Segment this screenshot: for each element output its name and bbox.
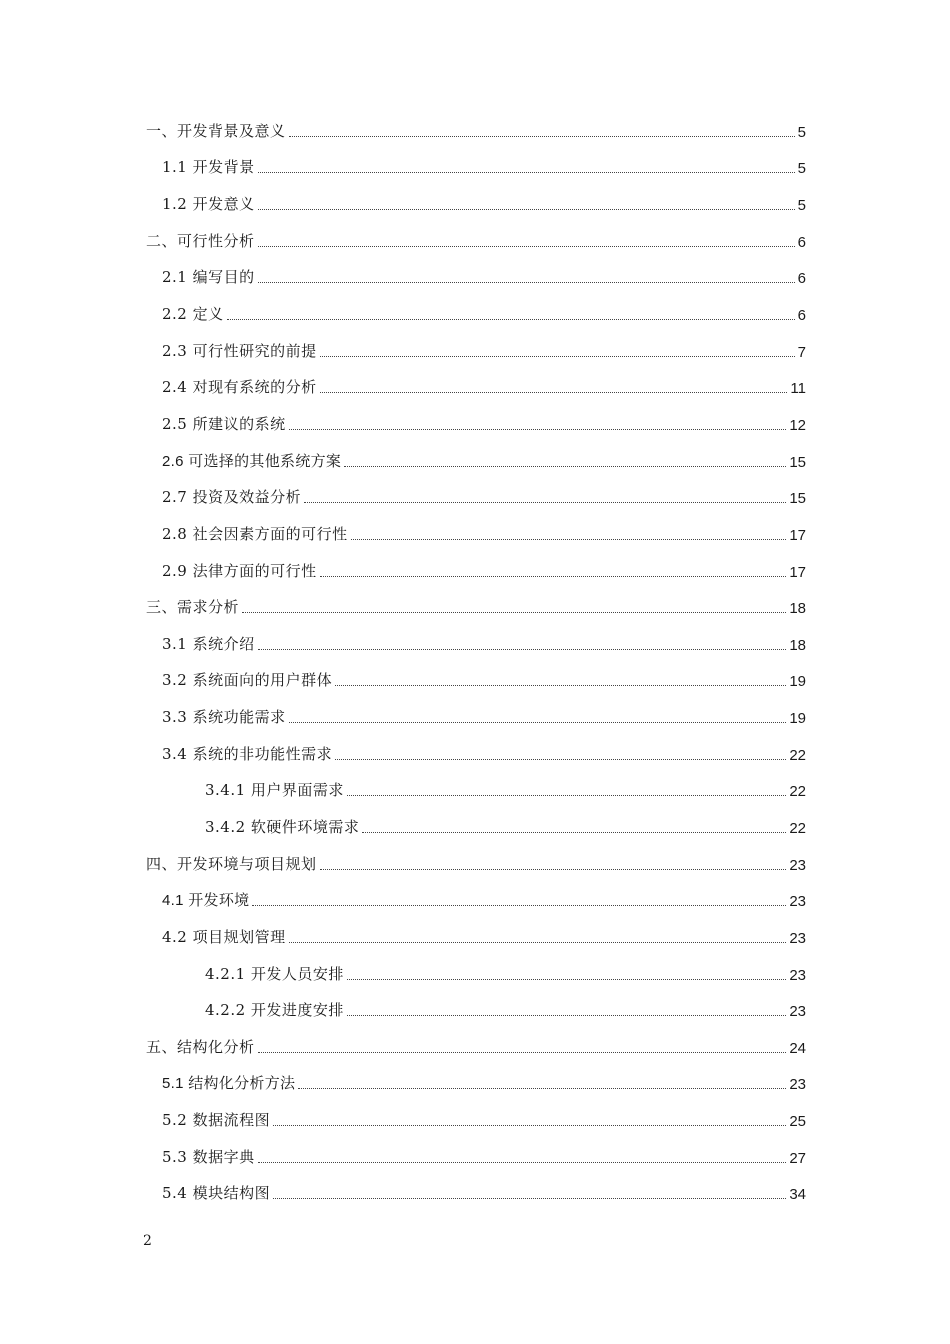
toc-entry-title: 3.4.2 软硬件环境需求	[205, 817, 360, 836]
toc-dot-leader	[298, 1087, 786, 1089]
toc-entry-page: 23	[789, 1076, 806, 1094]
toc-entry-inner	[205, 779, 950, 800]
toc-dot-leader	[335, 758, 786, 760]
toc-entry-page: 22	[789, 783, 806, 801]
toc-dot-leader	[289, 135, 795, 137]
toc-entry[interactable]	[0, 1175, 950, 1212]
toc-entry-page: 17	[789, 526, 806, 544]
toc-entry[interactable]	[0, 735, 950, 772]
toc-entry-inner	[162, 1109, 950, 1130]
toc-entry-title: 五、结构化分析	[146, 1037, 255, 1056]
toc-dot-leader	[258, 171, 795, 173]
toc-entry[interactable]	[0, 588, 950, 625]
toc-dot-leader	[347, 794, 786, 796]
toc-entry-inner	[162, 303, 950, 324]
toc-entry-inner	[146, 230, 950, 251]
toc-entry[interactable]	[0, 515, 950, 552]
toc-dot-leader	[273, 1197, 786, 1199]
toc-dot-leader	[320, 391, 788, 393]
toc-entry-title: 3.2 系统面向的用户群体	[162, 671, 333, 690]
toc-entry-page: 15	[789, 490, 806, 508]
toc-entry-inner	[162, 486, 950, 507]
toc-entry-inner	[162, 376, 950, 397]
toc-entry[interactable]	[0, 368, 950, 405]
toc-dot-leader	[258, 208, 795, 210]
toc-dot-leader	[227, 318, 795, 320]
toc-entry[interactable]	[0, 442, 950, 479]
toc-dot-leader	[320, 355, 795, 357]
toc-entry-page: 22	[789, 819, 806, 837]
toc-dot-leader	[258, 648, 787, 650]
toc-entry-title: 5.2 数据流程图	[162, 1111, 271, 1130]
toc-entry-inner	[162, 193, 950, 214]
toc-entry-inner	[162, 450, 950, 471]
toc-entry[interactable]	[0, 478, 950, 515]
toc-entry[interactable]	[0, 405, 950, 442]
toc-entry[interactable]	[0, 332, 950, 369]
toc-entry-page: 25	[789, 1113, 806, 1131]
toc-entry-page: 22	[789, 746, 806, 764]
toc-entry-inner	[162, 743, 950, 764]
toc-entry-page: 12	[789, 416, 806, 434]
toc-dot-leader	[347, 1014, 786, 1016]
toc-entry-page: 11	[790, 380, 806, 398]
toc-entry[interactable]	[0, 881, 950, 918]
toc-entry-title: 2.7 投资及效益分析	[162, 488, 302, 507]
toc-entry-page: 6	[797, 233, 806, 251]
toc-entry-inner	[146, 596, 950, 617]
toc-entry-title: 1.1 开发背景	[162, 158, 255, 177]
toc-entry[interactable]	[0, 808, 950, 845]
toc-dot-leader	[344, 465, 786, 467]
toc-entry-inner	[162, 413, 950, 434]
toc-entry-page: 27	[789, 1149, 806, 1167]
toc-entry[interactable]	[0, 845, 950, 882]
toc-entry-inner	[205, 816, 950, 837]
toc-entry[interactable]	[0, 662, 950, 699]
toc-entry-inner	[162, 340, 950, 361]
toc-entry-inner	[162, 156, 950, 177]
toc-entry-page: 15	[789, 453, 806, 471]
toc-entry-title: 4.2.1 开发人员安排	[205, 964, 344, 983]
toc-entry[interactable]	[0, 955, 950, 992]
toc-entry-inner	[162, 669, 950, 690]
toc-entry-title: 4.2.2 开发进度安排	[205, 1001, 344, 1020]
toc-entry-title: 三、需求分析	[146, 598, 240, 617]
toc-entry-page: 18	[789, 600, 806, 618]
toc-entry-page: 5	[797, 160, 806, 178]
toc-entry-title: 2.1 编写目的	[162, 268, 255, 287]
toc-entry-inner	[205, 963, 950, 984]
toc-entry-page: 6	[797, 307, 806, 325]
toc-entry[interactable]	[0, 149, 950, 186]
toc-dot-leader	[335, 684, 786, 686]
toc-entry-title: 2.6 可选择的其他系统方案	[162, 452, 342, 470]
toc-entry-page: 17	[789, 563, 806, 581]
toc-entry-inner	[162, 1146, 950, 1167]
toc-dot-leader	[273, 1124, 786, 1126]
table-of-contents	[0, 112, 950, 1211]
toc-entry-title: 2.9 法律方面的可行性	[162, 561, 317, 580]
toc-entry-page: 7	[797, 343, 806, 361]
toc-dot-leader	[252, 904, 786, 906]
toc-entry-title: 3.3 系统功能需求	[162, 708, 286, 727]
toc-entry-title: 4.1 开发环境	[162, 892, 250, 910]
toc-dot-leader	[289, 428, 787, 430]
toc-entry-title: 一、开发背景及意义	[146, 121, 286, 140]
toc-entry-inner	[162, 1182, 950, 1203]
toc-entry-inner	[205, 999, 950, 1020]
toc-entry-title: 3.4 系统的非功能性需求	[162, 744, 333, 763]
toc-entry-title: 2.3 可行性研究的前提	[162, 341, 317, 360]
toc-dot-leader	[258, 281, 795, 283]
toc-entry[interactable]	[0, 185, 950, 222]
toc-entry[interactable]	[0, 222, 950, 259]
toc-entry-inner	[146, 120, 950, 141]
toc-dot-leader	[258, 1051, 787, 1053]
toc-entry-title: 四、开发环境与项目规划	[146, 854, 317, 873]
toc-entry-inner	[162, 889, 950, 910]
toc-entry-page: 23	[789, 929, 806, 947]
toc-entry[interactable]	[0, 991, 950, 1028]
toc-dot-leader	[347, 978, 786, 980]
toc-entry-title: 3.1 系统介绍	[162, 634, 255, 653]
toc-entry-inner	[146, 853, 950, 874]
toc-dot-leader	[242, 611, 786, 613]
toc-entry-title: 二、可行性分析	[146, 231, 255, 250]
toc-entry-title: 1.2 开发意义	[162, 195, 255, 214]
toc-entry-page: 23	[789, 1003, 806, 1021]
toc-entry-title: 3.4.1 用户界面需求	[205, 781, 344, 800]
toc-entry-inner	[162, 1072, 950, 1093]
toc-entry[interactable]	[0, 1028, 950, 1065]
toc-entry-title: 2.5 所建议的系统	[162, 414, 286, 433]
toc-entry[interactable]	[0, 918, 950, 955]
toc-entry-title: 4.2 项目规划管理	[162, 927, 286, 946]
toc-entry-page: 6	[797, 270, 806, 288]
toc-entry-inner	[162, 560, 950, 581]
toc-entry-inner	[162, 523, 950, 544]
toc-entry-inner	[162, 633, 950, 654]
toc-entry-page: 23	[789, 966, 806, 984]
toc-entry[interactable]	[0, 552, 950, 589]
toc-entry-page: 23	[789, 856, 806, 874]
toc-dot-leader	[289, 941, 787, 943]
toc-dot-leader	[351, 538, 787, 540]
toc-entry-page: 23	[789, 893, 806, 911]
toc-entry[interactable]	[0, 259, 950, 296]
toc-entry[interactable]	[0, 295, 950, 332]
toc-dot-leader	[304, 501, 786, 503]
toc-dot-leader	[320, 575, 787, 577]
toc-entry-title: 2.8 社会因素方面的可行性	[162, 524, 348, 543]
toc-entry-page: 19	[789, 710, 806, 728]
toc-entry-inner	[162, 706, 950, 727]
toc-entry[interactable]	[0, 1138, 950, 1175]
toc-entry[interactable]	[0, 1101, 950, 1138]
toc-entry-title: 5.3 数据字典	[162, 1147, 255, 1166]
toc-dot-leader	[289, 721, 787, 723]
toc-entry[interactable]	[0, 698, 950, 735]
toc-entry-page: 34	[789, 1186, 806, 1204]
toc-entry-page: 18	[789, 636, 806, 654]
toc-entry-title: 2.2 定义	[162, 305, 224, 324]
toc-entry-inner	[162, 266, 950, 287]
toc-entry-page: 5	[797, 123, 806, 141]
toc-entry[interactable]	[0, 1065, 950, 1102]
toc-entry-page: 24	[789, 1039, 806, 1057]
toc-entry[interactable]	[0, 625, 950, 662]
toc-entry-page: 19	[789, 673, 806, 691]
toc-entry[interactable]	[0, 772, 950, 809]
toc-entry[interactable]	[0, 112, 950, 149]
toc-entry-inner	[162, 926, 950, 947]
toc-dot-leader	[258, 245, 795, 247]
toc-entry-title: 5.4 模块结构图	[162, 1184, 271, 1203]
toc-dot-leader	[362, 831, 786, 833]
toc-entry-title: 5.1 结构化分析方法	[162, 1075, 296, 1093]
toc-dot-leader	[258, 1161, 787, 1163]
toc-dot-leader	[320, 868, 787, 870]
toc-entry-title: 2.4 对现有系统的分析	[162, 378, 317, 397]
page-number: 2	[143, 1233, 152, 1249]
toc-entry-inner	[146, 1036, 950, 1057]
toc-entry-page: 5	[797, 197, 806, 215]
